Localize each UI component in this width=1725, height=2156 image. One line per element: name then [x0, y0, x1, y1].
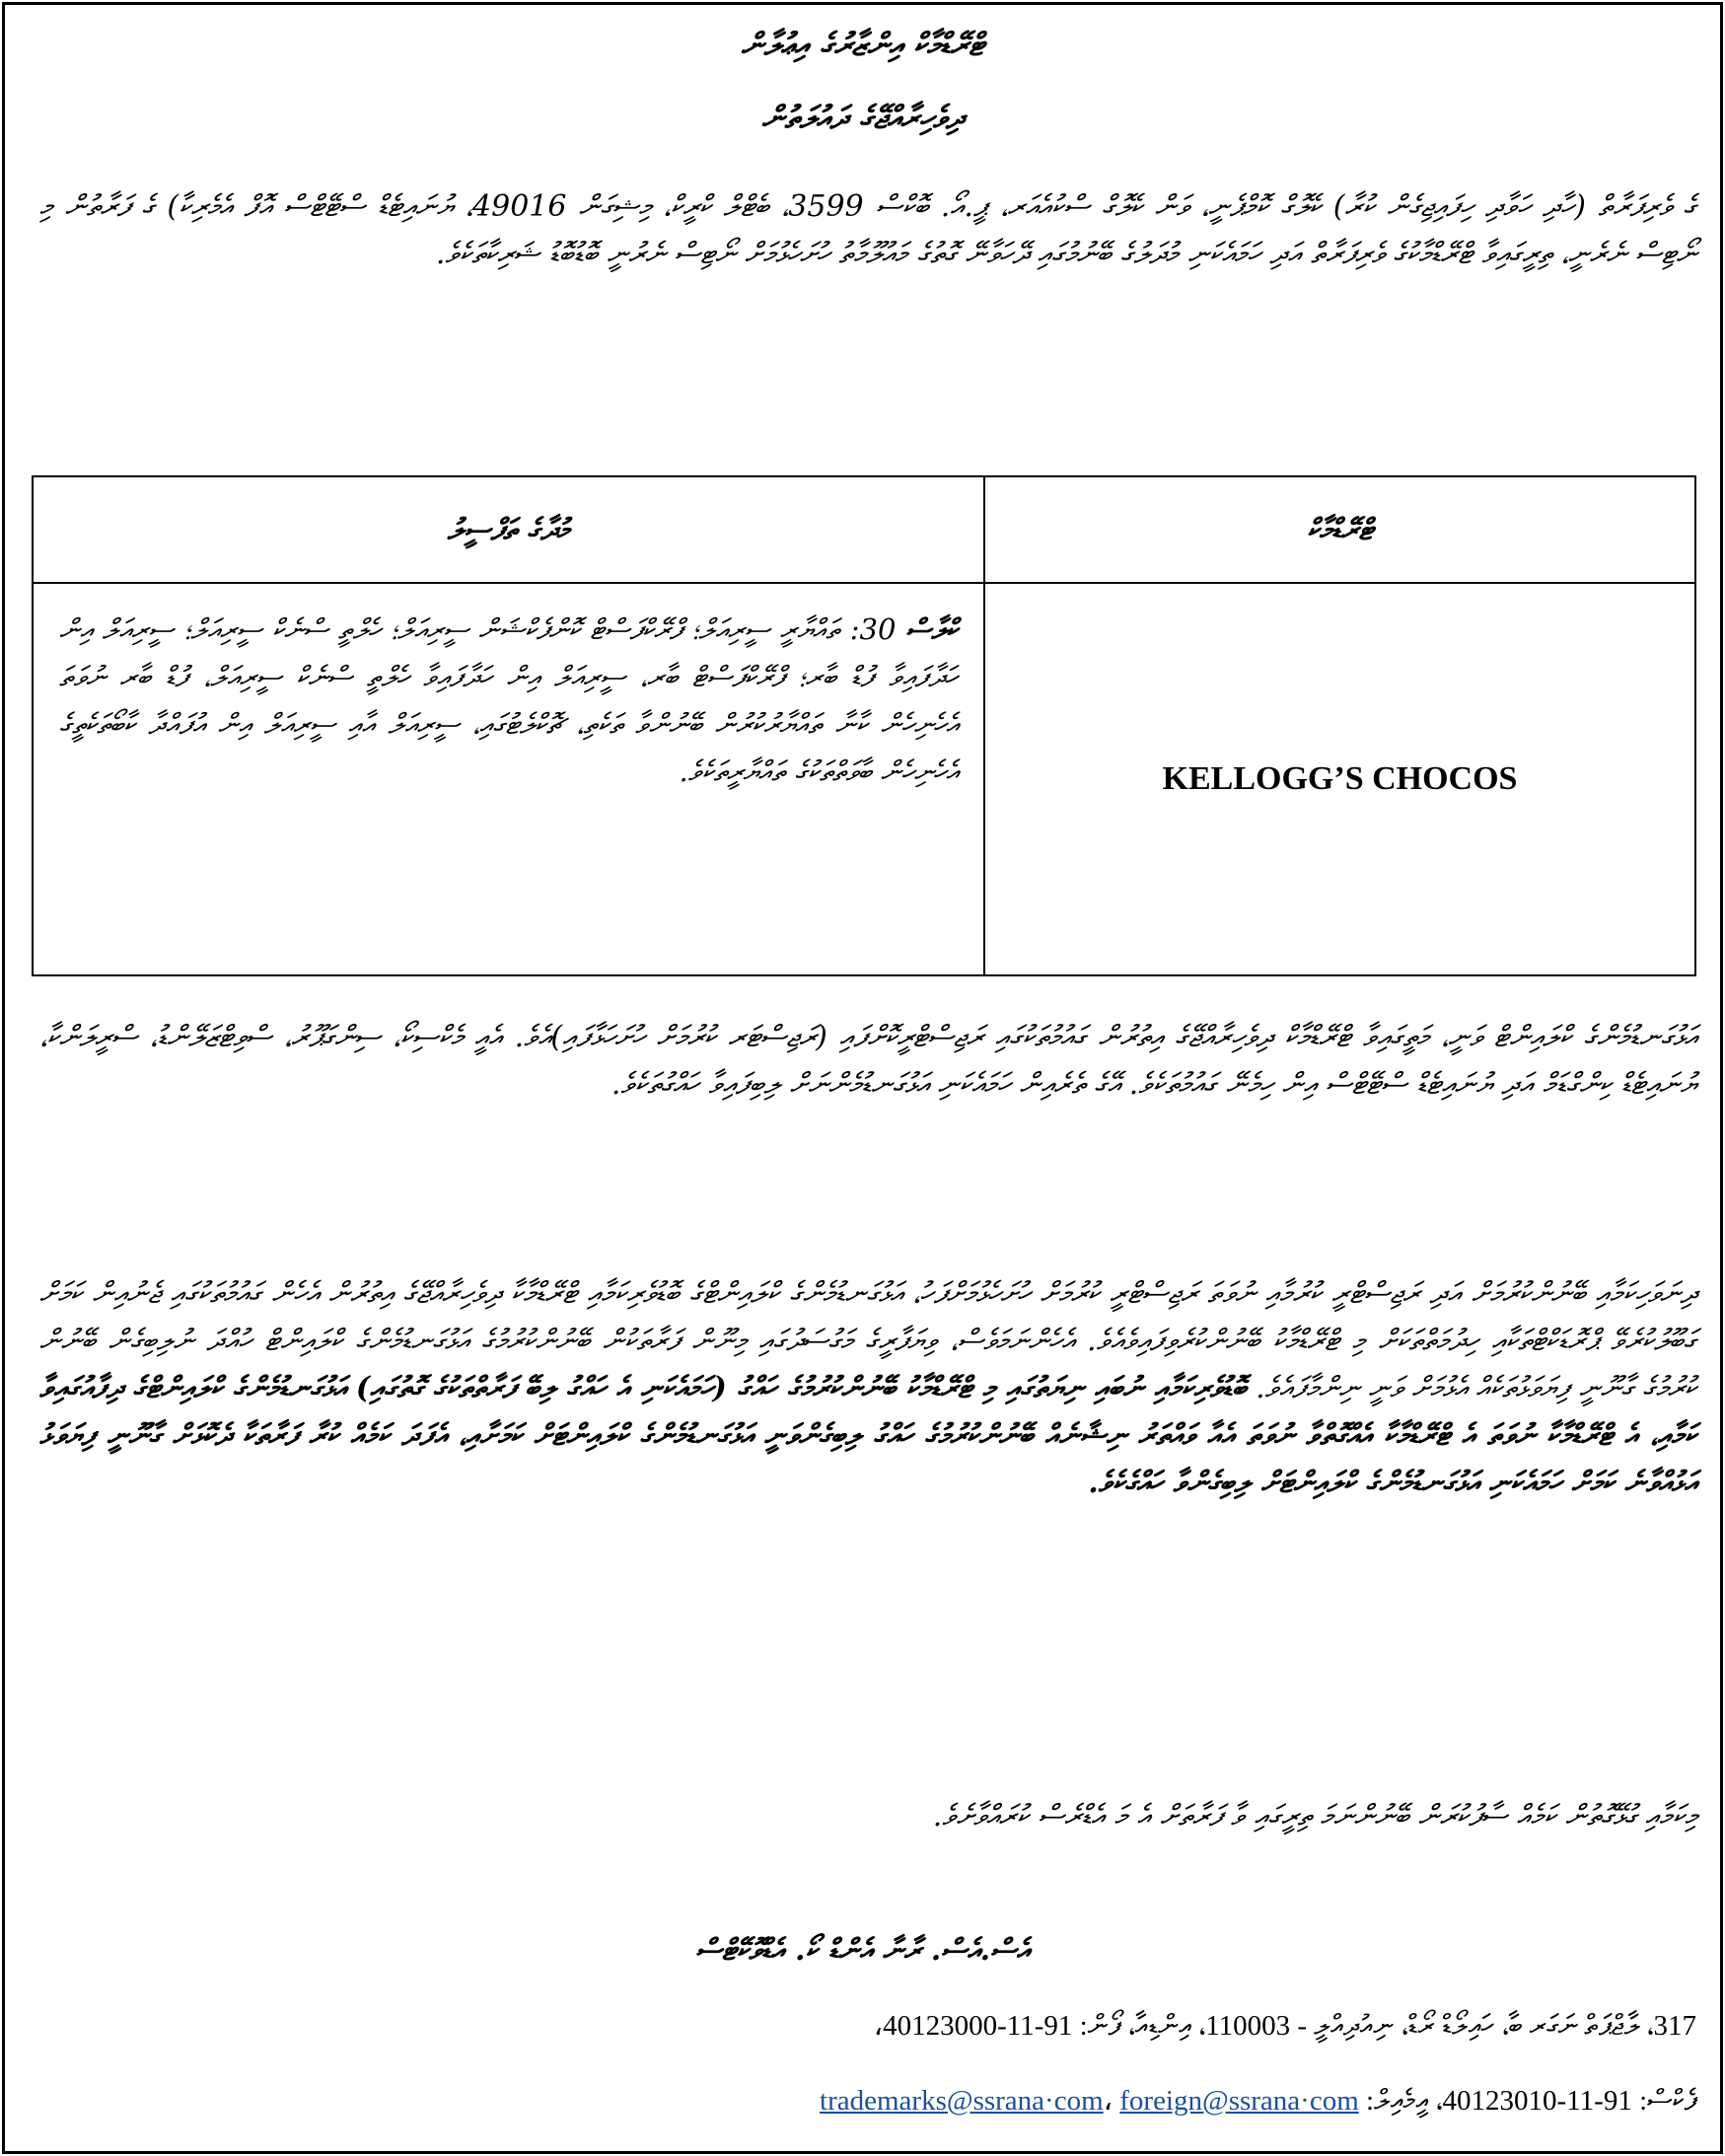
- class-number: 30: [859, 612, 897, 646]
- notice-title: ޓްރޭޑްމާކް އިންޒާރުގެ އިޢުލާން: [741, 26, 984, 63]
- trademarks-email-link[interactable]: trademarks@ssrana·com: [820, 2085, 1104, 2117]
- fax-number: 91-11-40123010: [1442, 2085, 1632, 2117]
- trademark-table: [32, 475, 1696, 976]
- email-label: އީމެއިލް:: [1366, 2085, 1429, 2117]
- trademark-name: KELLOGG’S CHOCOS: [984, 583, 1695, 975]
- intro-paragraph: ގެ ވެރިފަރާތް (ހާދި ހަވާދި ހިފައިޖިގެން ކުރާ) ކެލޮގް ކޮމްޕެނީ، ވަން ކެލޮގް ސްކުއެއަރ، ޕީ.އޯ. ބޮކްސް 3599، ބެޓްލް ކްރީކް، މިޝިގަން 49016، ޔުނައިޓެޑް ސްޓޭޓްސް އޮފް އެމެރިކާ) ގެ ފަރާތުން މި ނޯޓިސް ނެރެނީ، ތިރީގައިވާ ޓްރޭޑްމާކުގެ ވެރިފަރާތް އަދި ހަމައެކަނި މުދަލުގެ ބޭނުމުގައި ދޭހަވާނޭ ގޮތުގެ މައުލޫމާތު ހުށަހެޅުމަށް ނޯޓިސް ނެރުނީ ބޮޑުބޮޑު ޝަރިކާތަކެވެ.: [39, 189, 1696, 271]
- mark-header: ޓްރޭޑްމާކް: [984, 476, 1695, 583]
- foreign-email-link[interactable]: foreign@ssrana·com: [1119, 2085, 1359, 2117]
- rights-paragraph: [39, 1270, 1696, 1507]
- contact-line: ފެކްސް: 91-11-40123010، އީމެއިލް: trademarks@ssrana·com، foreign@ssrana·com: [820, 2085, 1696, 2117]
- law-firm-name: އެސް.އެސް. ރާނާ އެންޑް ކޯ. އެޑްވޮކޭޓްސް: [695, 1933, 1030, 1968]
- notice-subtitle: ދިވެހިރާއްޖޭގެ ދައުލަތުން: [761, 99, 964, 136]
- firm-address: 317، ލާޖްޕަތް ނަގަރ ބާ، ހައިލޯޑް ރޯޑް، ނިއުދިއްލީ - 110003، އިންޑިއާ، ފޯން: 91-11-40123000،: [873, 2010, 1696, 2042]
- table-header-row: [33, 476, 1695, 583]
- countries-paragraph: އަޅުގަނޑުމެންގެ ކްލައިންޓް ވަނީ، މަތީގައިވާ ޓްރޭޑްމާކް ދިވެހިރާއްޖޭގެ އިތުރުން ގައުމުތަކުގައި ރަޖިސްޓްރީކޮށްފައި (ރަޖިސްޓަރ ކުރުމަށް ހުށަހަޅާފައި)އެވެ. އެއީ މެކްސިކޯ، ސިންގަޕޫރު، ސްވިޓްޒަލޭންޑު، ސްރީލަންކާ، ޔުނައިޓެޑް ކިންގްޑަމް އަދި ޔުނައިޓެޑް ސްޓޭޓްސް އިން ހިމެނޭ ގައުމުތަކެވެ. އޭގެ ތެރެއިން ހަމައެކަނި އަޅުގަނޑުމެންނަށް ލިބިފައިވާ ހައްގުތަކެވެ.: [39, 1020, 1696, 1102]
- table-row: [33, 583, 1695, 975]
- goods-text: : ތައްޔާރީ ސީރިއަލް؛ ފްރޭކްފަސްޓް ކޮންފެކްޝަން ސީރިއަލް؛ ހެލްތީ ސްނެކް ސީރިއަލް؛ ސީރިއަލް އިން ހަދާފައިވާ ފުޑް ބާރ؛ ފްރޭކްފަސްޓް ބާރ، ސީރިއަލް އިން ހަދާފައިވާ ހެލްތީ ސްނެކް ސީރިއަލް، ފުޑް ބާރ ނުވަތަ އެހެނިހެން ކާނާ ތައްޔާރުކުރުން ބޭނުންވާ ތަކެތި، ޗޮކްލެޓުގައި، ސީރިއަލް އާއި ސީރިއަލް އިން އުފައްދާ ކާބޯތަކެތީގެ އެހެނިހެން ބާވަތްތަކުގެ ތައްޔާރީތަކެވެ.: [59, 612, 958, 788]
- rights-bold-text: ބޮޑުވެރިކަމާއި ނުބައި ނިޔަތުގައި މި ޓްރޭޑްމާކު ބޭނުންކުރުމުގެ ހައްގު (ހަމައެކަނި އެ ހައްގު ލިބޭ ފަރާތްތަކުގެ ގޮތުގައި) އަޅުގަނޑުމެންގެ ކްލައިންޓްގެ ދިފާއުގައިވާ ކަމާއި، އެ ޓްރޭޑްމާކާ ނުވަތަ އެ ޓްރޭޑްމާކާ އެއްގޮތްވާ ނުވަތަ އެއާ ވައްތަރު ނިޝާނެއް ބޭނުންކުރުމުގެ ހައްގު ލިބިގެންވަނީ އަޅުގަނޑުމެންގެ ކްލައިންޓަށް ކަމަށާއި، އެފަދަ ކަމެއް ކުރާ ފަރާތަކާ ދެކޮޅަށް ގާނޫނީ ފިޔަވަޅު އަޅުއްވާނެ ކަމަށް ހަމައެކަނި އަޅުގަނޑުމެންގެ ކްލައިންޓަށް ލިބިގެންވާ ހައްގެކެވެ.: [39, 1371, 1696, 1500]
- goods-description: [33, 583, 984, 975]
- inquiry-paragraph: މިކަމާއި ގުޅޭގޮތުން ކަމެއް ސާފުކުރަން ބޭނުންނަމަ ތިރީގައި ވާ ފަރާތަށް އެ މަ އެޑްރެސް ކުރައްވާށެވެ.: [932, 1799, 1696, 1833]
- class-label: ކްލާސް: [905, 612, 958, 646]
- goods-header: މުދާގެ ތަފްސީލު: [33, 476, 984, 583]
- fax-label: ފެކްސް:: [1639, 2085, 1696, 2117]
- rights-text: ދިނަވަހިކަމާއި ބޭނުންކުރުމަށް އަދި ރަޖިސްޓްރީ ކުރުމާއި ނުވަތަ ރަޖިސްޓްރީ ކުރުމަށް ހުށަހެޅުމަށްފަހު، އަޅުގަނޑުމެންގެ ކްލައިންޓްގެ ބޮޑުވެރިކަމާއި ޓްރޭޑްމާކާ ދިވެހިރާއްޖޭގެ އިތުރުން އެހެން ގައުމުތަކުގައި ޖެނުއިން ކަމަށް ގަބޫލުކުރެވޭ ޕްރޮޑަކްޓްތަކާއި ހިދުމަތްތަކަށް މި ޓްރޭޑްމާކު ބޭނުންކުރެވިފައިވެއެވެ. އެހެންނަމަވެސް، ވިޔަފާރީގެ މަގުސަދުގައި މިނޫން ފަރާތަކުން ބޭނުންކުރުމުގެ އަޅުގަނޑުމެންގެ ކްލައިންޓް ހުއްދަ ނުލިބިގެން ބޭނުން ކުރުމުގެ ގާނޫނީ ފިޔަވަޅުތަކެއް އެޅުމަށް ވަނީ ނިންމާފައެވެ.: [39, 1276, 1696, 1405]
